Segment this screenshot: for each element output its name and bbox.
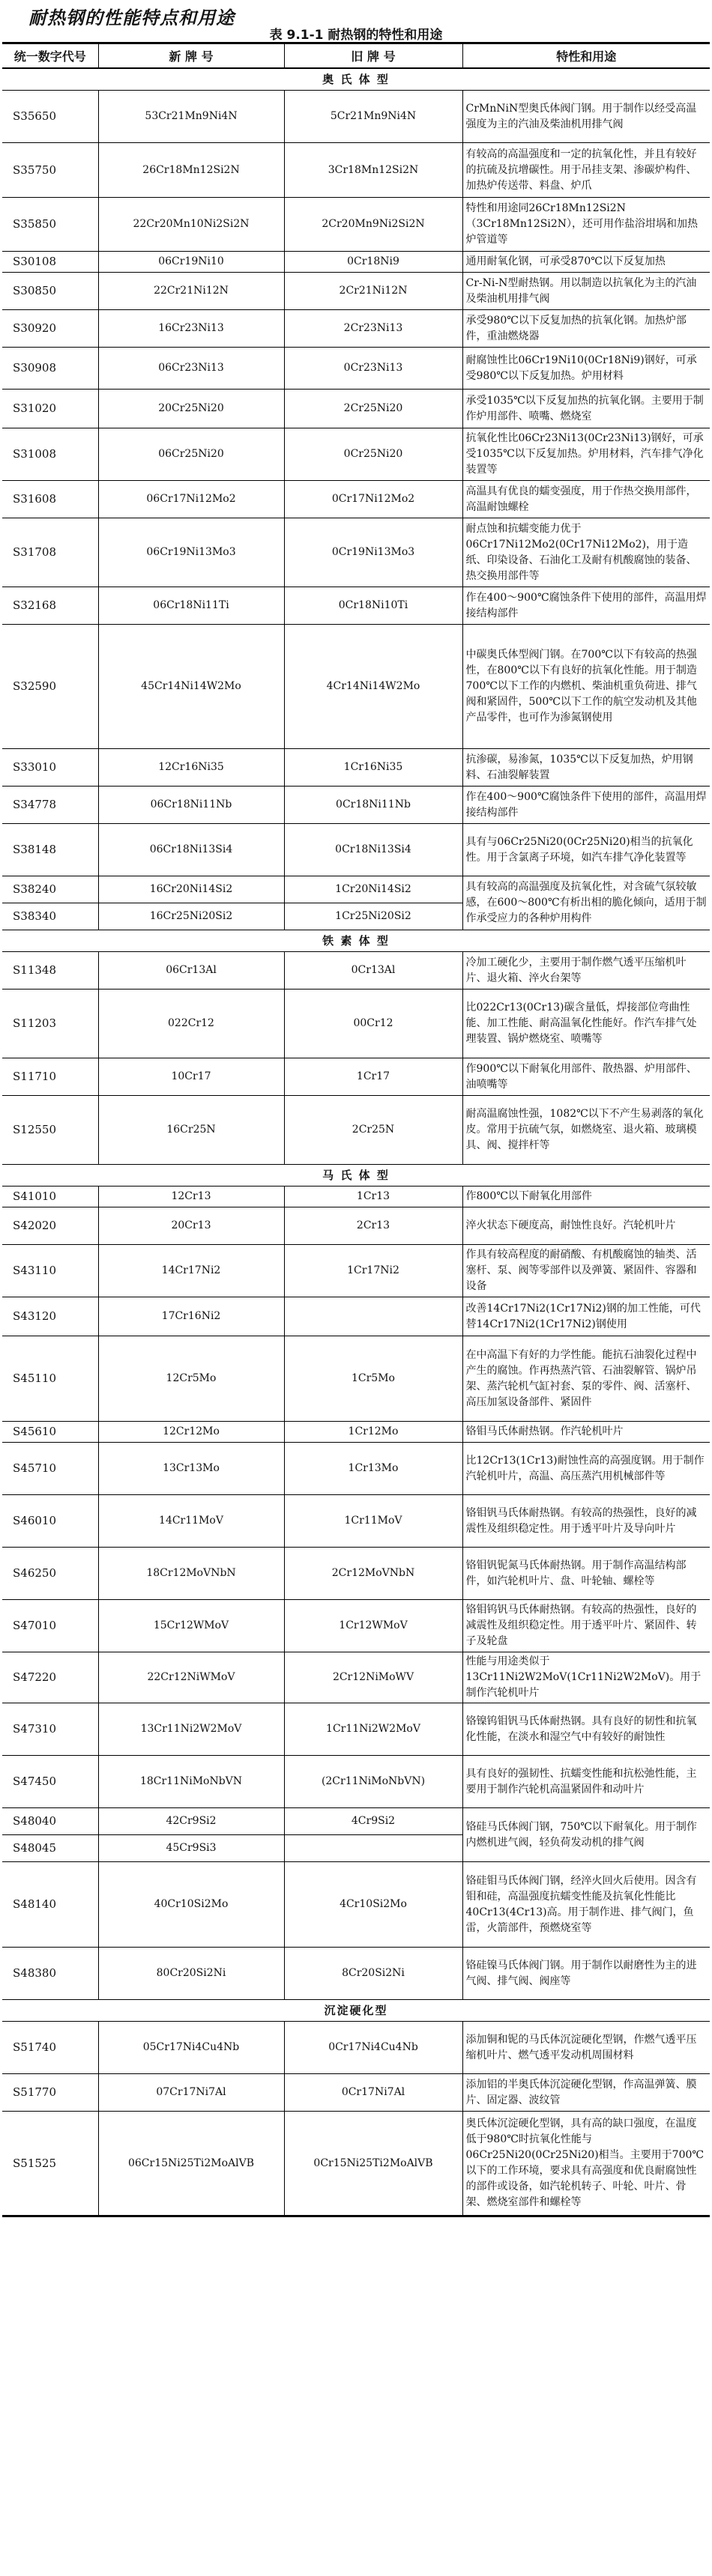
new-grade-cell: 14Cr17Ni2 xyxy=(98,1245,284,1297)
table-row xyxy=(2,1245,710,1297)
code-cell: S30920 xyxy=(2,310,98,348)
old-grade-cell: 1Cr17Ni2 xyxy=(284,1245,462,1297)
table-row xyxy=(2,1862,710,1948)
uses-cell: Cr-Ni-N型耐热钢。用以制造以抗氧化为主的汽油及柴油机用排气阀 xyxy=(462,273,710,310)
table-row xyxy=(2,1948,710,2000)
old-grade-cell: 0Cr25Ni20 xyxy=(284,428,462,481)
old-grade-cell: 0Cr17Ni7Al xyxy=(284,2074,462,2112)
old-grade-cell: 0Cr18Ni13Si4 xyxy=(284,824,462,876)
new-grade-cell: 22Cr20Mn10Ni2Si2N xyxy=(98,198,284,252)
new-grade-cell: 22Cr21Ni12N xyxy=(98,273,284,310)
old-grade-cell: 2Cr25N xyxy=(284,1096,462,1165)
table-row xyxy=(2,625,710,749)
uses-cell: 作在400～900℃腐蚀条件下使用的部件，高温用焊接结构部件 xyxy=(462,587,710,625)
uses-cell: 添加铜和铌的马氏体沉淀硬化型钢，作燃气透平压缩机叶片、燃气透平发动机周围材料 xyxy=(462,2022,710,2074)
new-grade-cell: 26Cr18Mn12Si2N xyxy=(98,143,284,198)
code-cell: S11710 xyxy=(2,1058,98,1096)
old-grade-cell: 1Cr17 xyxy=(284,1058,462,1096)
old-grade-cell xyxy=(284,1835,462,1862)
table-row xyxy=(2,481,710,518)
table-row xyxy=(2,2022,710,2074)
uses-cell: 铬硅马氏体阀门钢，750℃以下耐氧化。用于制作内燃机进气阀，轻负荷发动机的排气阀 xyxy=(462,1808,710,1862)
code-cell: S31008 xyxy=(2,428,98,481)
table-row xyxy=(2,1495,710,1548)
code-cell: S51525 xyxy=(2,2112,98,2216)
code-cell: S35650 xyxy=(2,91,98,143)
code-cell: S48045 xyxy=(2,1835,98,1862)
new-grade-cell: 13Cr11Ni2W2MoV xyxy=(98,1703,284,1756)
code-cell: S45110 xyxy=(2,1336,98,1422)
table-row xyxy=(2,1600,710,1652)
uses-cell: 添加铝的半奥氏体沉淀硬化型钢，作高温弹簧、膜片、固定器、波纹管 xyxy=(462,2074,710,2112)
uses-cell: 特性和用途同26Cr18Mn12Si2N（3Cr18Mn12Si2N），还可用作盐浴坩埚和加热炉管道等 xyxy=(462,198,710,252)
table-row xyxy=(2,1443,710,1495)
uses-cell: 铬钼钒马氏体耐热钢。有较高的热强性，良好的减震性及组织稳定性。用于透平叶片及导向叶片 xyxy=(462,1495,710,1548)
table-row xyxy=(2,348,710,390)
table-row xyxy=(2,1096,710,1165)
table-row xyxy=(2,1422,710,1443)
old-grade-cell: 1Cr20Ni14Si2 xyxy=(284,876,462,903)
header-new-grade: 新 牌 号 xyxy=(98,43,284,69)
new-grade-cell: 80Cr20Si2Ni xyxy=(98,1948,284,2000)
header-uses: 特性和用途 xyxy=(462,43,710,69)
new-grade-cell: 45Cr9Si3 xyxy=(98,1835,284,1862)
new-grade-cell: 13Cr13Mo xyxy=(98,1443,284,1495)
old-grade-cell: 0Cr18Ni10Ti xyxy=(284,587,462,625)
table-body xyxy=(2,68,710,2216)
code-cell: S31708 xyxy=(2,518,98,587)
uses-cell: 比022Cr13(0Cr13)碳含量低，焊接部位弯曲性能、加工性能、耐高温氧化性能好。作汽车排气处理装置、锅炉燃烧室、喷嘴等 xyxy=(462,990,710,1058)
uses-cell: 作具有较高程度的耐硝酸、有机酸腐蚀的轴类、活塞杆、泵、阀等零部件以及弹簧、紧固件、容器和设备 xyxy=(462,1245,710,1297)
old-grade-cell: 1Cr5Mo xyxy=(284,1336,462,1422)
uses-cell: 耐点蚀和抗蠕变能力优于06Cr17Ni12Mo2(0Cr17Ni12Mo2)，用于造纸、印染设备、石油化工及耐有机酸腐蚀的装备、热交换用部件等 xyxy=(462,518,710,587)
table-row xyxy=(2,990,710,1058)
new-grade-cell: 20Cr13 xyxy=(98,1207,284,1245)
old-grade-cell: 5Cr21Mn9Ni4N xyxy=(284,91,462,143)
table-header-row xyxy=(2,43,710,69)
table-row xyxy=(2,310,710,348)
old-grade-cell: 2Cr23Ni13 xyxy=(284,310,462,348)
code-cell: S11348 xyxy=(2,952,98,990)
code-cell: S38240 xyxy=(2,876,98,903)
code-cell: S34778 xyxy=(2,787,98,824)
uses-cell: 高温具有优良的蠕变强度，用于作热交换用部件，高温耐蚀螺栓 xyxy=(462,481,710,518)
new-grade-cell: 10Cr17 xyxy=(98,1058,284,1096)
new-grade-cell: 18Cr11NiMoNbVN xyxy=(98,1756,284,1808)
uses-cell: 通用耐氧化钢，可承受870℃以下反复加热 xyxy=(462,252,710,273)
old-grade-cell: 2Cr21Ni12N xyxy=(284,273,462,310)
uses-cell: 作900℃以下耐氧化用部件、散热器、炉用部件、油喷嘴等 xyxy=(462,1058,710,1096)
table-row xyxy=(2,518,710,587)
new-grade-cell: 17Cr16Ni2 xyxy=(98,1297,284,1336)
uses-cell: 铬钼钨钒马氏体耐热钢。有较高的热强性，良好的减震性及组织稳定性。用于透平叶片、紧固件、转子及轮盘 xyxy=(462,1600,710,1652)
new-grade-cell: 06Cr15Ni25Ti2MoAlVB xyxy=(98,2112,284,2216)
new-grade-cell: 06Cr18Ni11Nb xyxy=(98,787,284,824)
code-cell: S30108 xyxy=(2,252,98,273)
uses-cell: 在中高温下有好的力学性能。能抗石油裂化过程中产生的腐蚀。作再热蒸汽管、石油裂解管、锅炉吊架、蒸汽轮机气缸衬套、泵的零件、阀、活塞杆、高压加氢设备部件、紧固件 xyxy=(462,1336,710,1422)
new-grade-cell: 16Cr25N xyxy=(98,1096,284,1165)
uses-cell: 改善14Cr17Ni2(1Cr17Ni2)钢的加工性能，可代替14Cr17Ni2(1Cr17Ni2)钢使用 xyxy=(462,1297,710,1336)
new-grade-cell: 07Cr17Ni7Al xyxy=(98,2074,284,2112)
code-cell: S30850 xyxy=(2,273,98,310)
uses-cell: 铬硅钼马氏体阀门钢，经淬火回火后使用。因含有钼和硅，高温强度抗蠕变性能及抗氧化性能比40Cr13(4Cr13)高。用于制作进、排气阀门，鱼雷，火箭部件，预燃烧室等 xyxy=(462,1862,710,1948)
old-grade-cell: 2Cr20Mn9Ni2Si2N xyxy=(284,198,462,252)
old-grade-cell: 8Cr20Si2Ni xyxy=(284,1948,462,2000)
old-grade-cell: 4Cr9Si2 xyxy=(284,1808,462,1835)
table-row xyxy=(2,1756,710,1808)
new-grade-cell: 45Cr14Ni14W2Mo xyxy=(98,625,284,749)
table-row xyxy=(2,91,710,143)
new-grade-cell: 05Cr17Ni4Cu4Nb xyxy=(98,2022,284,2074)
table-caption: 表 9.1-1 耐热钢的特性和用途 xyxy=(269,28,443,43)
new-grade-cell: 12Cr16Ni35 xyxy=(98,749,284,787)
header-code: 统一数字代号 xyxy=(2,43,98,69)
new-grade-cell: 12Cr13 xyxy=(98,1187,284,1207)
code-cell: S46010 xyxy=(2,1495,98,1548)
old-grade-cell: 3Cr18Mn12Si2N xyxy=(284,143,462,198)
code-cell: S33010 xyxy=(2,749,98,787)
old-grade-cell: 0Cr17Ni4Cu4Nb xyxy=(284,2022,462,2074)
table-row xyxy=(2,952,710,990)
old-grade-cell: 2Cr12NiMoWV xyxy=(284,1652,462,1703)
table-row xyxy=(2,1703,710,1756)
uses-cell: 抗渗碳，易渗氮，1035℃以下反复加热，炉用钢料、石油裂解装置 xyxy=(462,749,710,787)
new-grade-cell: 06Cr18Ni11Ti xyxy=(98,587,284,625)
code-cell: S47450 xyxy=(2,1756,98,1808)
table-row xyxy=(2,390,710,428)
code-cell: S35750 xyxy=(2,143,98,198)
old-grade-cell: 1Cr13 xyxy=(284,1187,462,1207)
code-cell: S48380 xyxy=(2,1948,98,2000)
uses-cell: 耐腐蚀性比06Cr19Ni10(0Cr18Ni9)钢好，可承受980℃以下反复加热。炉用材料 xyxy=(462,348,710,390)
old-grade-cell: 0Cr13Al xyxy=(284,952,462,990)
uses-cell: 冷加工硬化少，主要用于制作燃气透平压缩机叶片、退火箱、淬火台架等 xyxy=(462,952,710,990)
code-cell: S31020 xyxy=(2,390,98,428)
uses-cell: 承受980℃以下反复加热的抗氧化钢。加热炉部件，重油燃烧器 xyxy=(462,310,710,348)
table-row xyxy=(2,1808,710,1835)
code-cell: S32168 xyxy=(2,587,98,625)
uses-cell: 具有较高的高温强度及抗氧化性，对含硫气氛较敏感，在600～800℃有析出相的脆化倾向，适用于制作承受应力的各种炉用构件 xyxy=(462,876,710,930)
uses-cell: 耐高温腐蚀性强，1082℃以下不产生易剥落的氧化皮。常用于抗硫气氛，如燃烧室、退火箱、玻璃模具、阀、搅拌杆等 xyxy=(462,1096,710,1165)
old-grade-cell: 0Cr18Ni11Nb xyxy=(284,787,462,824)
table-row xyxy=(2,1548,710,1600)
code-cell: S45610 xyxy=(2,1422,98,1443)
uses-cell: 比12Cr13(1Cr13)耐蚀性高的高强度钢。用于制作汽轮机叶片，高温、高压蒸汽用机械部件等 xyxy=(462,1443,710,1495)
table-row xyxy=(2,1207,710,1245)
new-grade-cell: 53Cr21Mn9Ni4N xyxy=(98,91,284,143)
old-grade-cell xyxy=(284,1297,462,1336)
table-row xyxy=(2,587,710,625)
old-grade-cell: 2Cr25Ni20 xyxy=(284,390,462,428)
table-row xyxy=(2,2112,710,2216)
uses-cell: 承受1035℃以下反复加热的抗氧化钢。主要用于制作炉用部件、喷嘴、燃烧室 xyxy=(462,390,710,428)
old-grade-cell: 2Cr12MoVNbN xyxy=(284,1548,462,1600)
code-cell: S32590 xyxy=(2,625,98,749)
code-cell: S47010 xyxy=(2,1600,98,1652)
table-row xyxy=(2,143,710,198)
new-grade-cell: 06Cr19Ni13Mo3 xyxy=(98,518,284,587)
table-row xyxy=(2,1187,710,1207)
old-grade-cell: 4Cr14Ni14W2Mo xyxy=(284,625,462,749)
new-grade-cell: 06Cr25Ni20 xyxy=(98,428,284,481)
code-cell: S51770 xyxy=(2,2074,98,2112)
table-row xyxy=(2,787,710,824)
code-cell: S11203 xyxy=(2,990,98,1058)
new-grade-cell: 20Cr25Ni20 xyxy=(98,390,284,428)
code-cell: S31608 xyxy=(2,481,98,518)
old-grade-cell: 0Cr17Ni12Mo2 xyxy=(284,481,462,518)
new-grade-cell: 06Cr19Ni10 xyxy=(98,252,284,273)
code-cell: S51740 xyxy=(2,2022,98,2074)
code-cell: S43120 xyxy=(2,1297,98,1336)
old-grade-cell: 0Cr19Ni13Mo3 xyxy=(284,518,462,587)
table-row xyxy=(2,198,710,252)
new-grade-cell: 16Cr23Ni13 xyxy=(98,310,284,348)
uses-cell: 铬钼马氏体耐热钢。作汽轮机叶片 xyxy=(462,1422,710,1443)
uses-cell: 铬硅镍马氏体阀门钢。用于制作以耐磨性为主的进气阀、排气阀、阀座等 xyxy=(462,1948,710,2000)
code-cell: S38148 xyxy=(2,824,98,876)
uses-cell: 具有良好的强韧性、抗蠕变性能和抗松弛性能，主要用于制作汽轮机高温紧固件和动叶片 xyxy=(462,1756,710,1808)
table-row xyxy=(2,1297,710,1336)
table-row xyxy=(2,252,710,273)
header-old-grade: 旧 牌 号 xyxy=(284,43,462,69)
code-cell: S30908 xyxy=(2,348,98,390)
table-row xyxy=(2,1058,710,1096)
uses-cell: 作在400～900℃腐蚀条件下使用的部件，高温用焊接结构部件 xyxy=(462,787,710,824)
new-grade-cell: 06Cr13Al xyxy=(98,952,284,990)
uses-cell: 铬钼钒铌氮马氏体耐热钢。用于制作高温结构部件，如汽轮机叶片、盘、叶轮轴、螺栓等 xyxy=(462,1548,710,1600)
uses-cell: 作800℃以下耐氧化用部件 xyxy=(462,1187,710,1207)
steel-properties-table xyxy=(2,42,710,2217)
section-header-row xyxy=(2,1165,710,1187)
uses-cell: CrMnNiN型奥氏体阀门钢。用于制作以经受高温强度为主的汽油及柴油机用排气阀 xyxy=(462,91,710,143)
new-grade-cell: 16Cr20Ni14Si2 xyxy=(98,876,284,903)
code-cell: S47220 xyxy=(2,1652,98,1703)
code-cell: S46250 xyxy=(2,1548,98,1600)
uses-cell: 奥氏体沉淀硬化型钢，具有高的缺口强度，在温度低于980℃时抗氧化性能与06Cr25Ni20(0Cr25Ni20)相当。主要用于700℃以下的工作环境，要求具有高强度和优良耐腐蚀性的部件或设备，如汽轮机转子、叶轮、叶片、骨架、燃烧室部件和螺栓等 xyxy=(462,2112,710,2216)
old-grade-cell: 4Cr10Si2Mo xyxy=(284,1862,462,1948)
table-row xyxy=(2,1652,710,1703)
old-grade-cell: 1Cr12Mo xyxy=(284,1422,462,1443)
code-cell: S45710 xyxy=(2,1443,98,1495)
section-header-row xyxy=(2,930,710,952)
uses-cell: 性能与用途类似于13Cr11Ni2W2MoV(1Cr11Ni2W2MoV)。用于制作汽轮机叶片 xyxy=(462,1652,710,1703)
old-grade-cell: 2Cr13 xyxy=(284,1207,462,1245)
code-cell: S47310 xyxy=(2,1703,98,1756)
new-grade-cell: 06Cr17Ni12Mo2 xyxy=(98,481,284,518)
new-grade-cell: 42Cr9Si2 xyxy=(98,1808,284,1835)
new-grade-cell: 06Cr23Ni13 xyxy=(98,348,284,390)
code-cell: S12550 xyxy=(2,1096,98,1165)
uses-cell: 抗氧化性比06Cr23Ni13(0Cr23Ni13)钢好，可承受1035℃以下反复加热。炉用材料，汽车排气净化装置等 xyxy=(462,428,710,481)
page-title: 耐热钢的性能特点和用途 xyxy=(28,7,235,28)
table-row xyxy=(2,273,710,310)
old-grade-cell: 1Cr11Ni2W2MoV xyxy=(284,1703,462,1756)
code-cell: S48140 xyxy=(2,1862,98,1948)
code-cell: S42020 xyxy=(2,1207,98,1245)
uses-cell: 有较高的高温强度和一定的抗氧化性，并且有较好的抗硫及抗增碳性。用于吊挂支架、渗碳炉构件、加热炉传送带、料盘、炉爪 xyxy=(462,143,710,198)
section-title: 铁 素 体 型 xyxy=(2,930,710,952)
code-cell: S43110 xyxy=(2,1245,98,1297)
table-row xyxy=(2,1336,710,1422)
section-header-row xyxy=(2,68,710,91)
section-title: 沉淀硬化型 xyxy=(2,2000,710,2022)
new-grade-cell: 15Cr12WMoV xyxy=(98,1600,284,1652)
table-row xyxy=(2,2074,710,2112)
code-cell: S41010 xyxy=(2,1187,98,1207)
uses-cell: 具有与06Cr25Ni20(0Cr25Ni20)相当的抗氧化性。用于含氯离子环境，如汽车排气净化装置等 xyxy=(462,824,710,876)
new-grade-cell: 18Cr12MoVNbN xyxy=(98,1548,284,1600)
table-row xyxy=(2,749,710,787)
table-row xyxy=(2,824,710,876)
old-grade-cell: 1Cr25Ni20Si2 xyxy=(284,903,462,930)
uses-cell: 淬火状态下硬度高，耐蚀性良好。汽轮机叶片 xyxy=(462,1207,710,1245)
old-grade-cell: 00Cr12 xyxy=(284,990,462,1058)
old-grade-cell: 1Cr12WMoV xyxy=(284,1600,462,1652)
new-grade-cell: 14Cr11MoV xyxy=(98,1495,284,1548)
new-grade-cell: 40Cr10Si2Mo xyxy=(98,1862,284,1948)
table-row xyxy=(2,428,710,481)
new-grade-cell: 12Cr5Mo xyxy=(98,1336,284,1422)
new-grade-cell: 16Cr25Ni20Si2 xyxy=(98,903,284,930)
uses-cell: 中碳奥氏体型阀门钢。在700℃以下有较高的热强性，在800℃以下有良好的抗氧化性能。用于制造700℃以下工作的内燃机、柴油机重负荷进、排气阀和紧固件，500℃以下工作的航空发动机及其他产品零件，也可作为渗氮钢使用 xyxy=(462,625,710,749)
new-grade-cell: 12Cr12Mo xyxy=(98,1422,284,1443)
section-title: 马 氏 体 型 xyxy=(2,1165,710,1187)
old-grade-cell: 1Cr11MoV xyxy=(284,1495,462,1548)
old-grade-cell: 0Cr15Ni25Ti2MoAlVB xyxy=(284,2112,462,2216)
table-row xyxy=(2,876,710,903)
uses-cell: 铬镍钨钼钒马氏体耐热钢。具有良好的韧性和抗氧化性能，在淡水和湿空气中有较好的耐蚀性 xyxy=(462,1703,710,1756)
old-grade-cell: 0Cr23Ni13 xyxy=(284,348,462,390)
code-cell: S38340 xyxy=(2,903,98,930)
new-grade-cell: 06Cr18Ni13Si4 xyxy=(98,824,284,876)
section-title: 奥 氏 体 型 xyxy=(2,68,710,91)
code-cell: S48040 xyxy=(2,1808,98,1835)
new-grade-cell: 22Cr12NiWMoV xyxy=(98,1652,284,1703)
old-grade-cell: 1Cr16Ni35 xyxy=(284,749,462,787)
old-grade-cell: 1Cr13Mo xyxy=(284,1443,462,1495)
old-grade-cell: 0Cr18Ni9 xyxy=(284,252,462,273)
old-grade-cell: (2Cr11NiMoNbVN) xyxy=(284,1756,462,1808)
new-grade-cell: 022Cr12 xyxy=(98,990,284,1058)
code-cell: S35850 xyxy=(2,198,98,252)
section-header-row xyxy=(2,2000,710,2022)
